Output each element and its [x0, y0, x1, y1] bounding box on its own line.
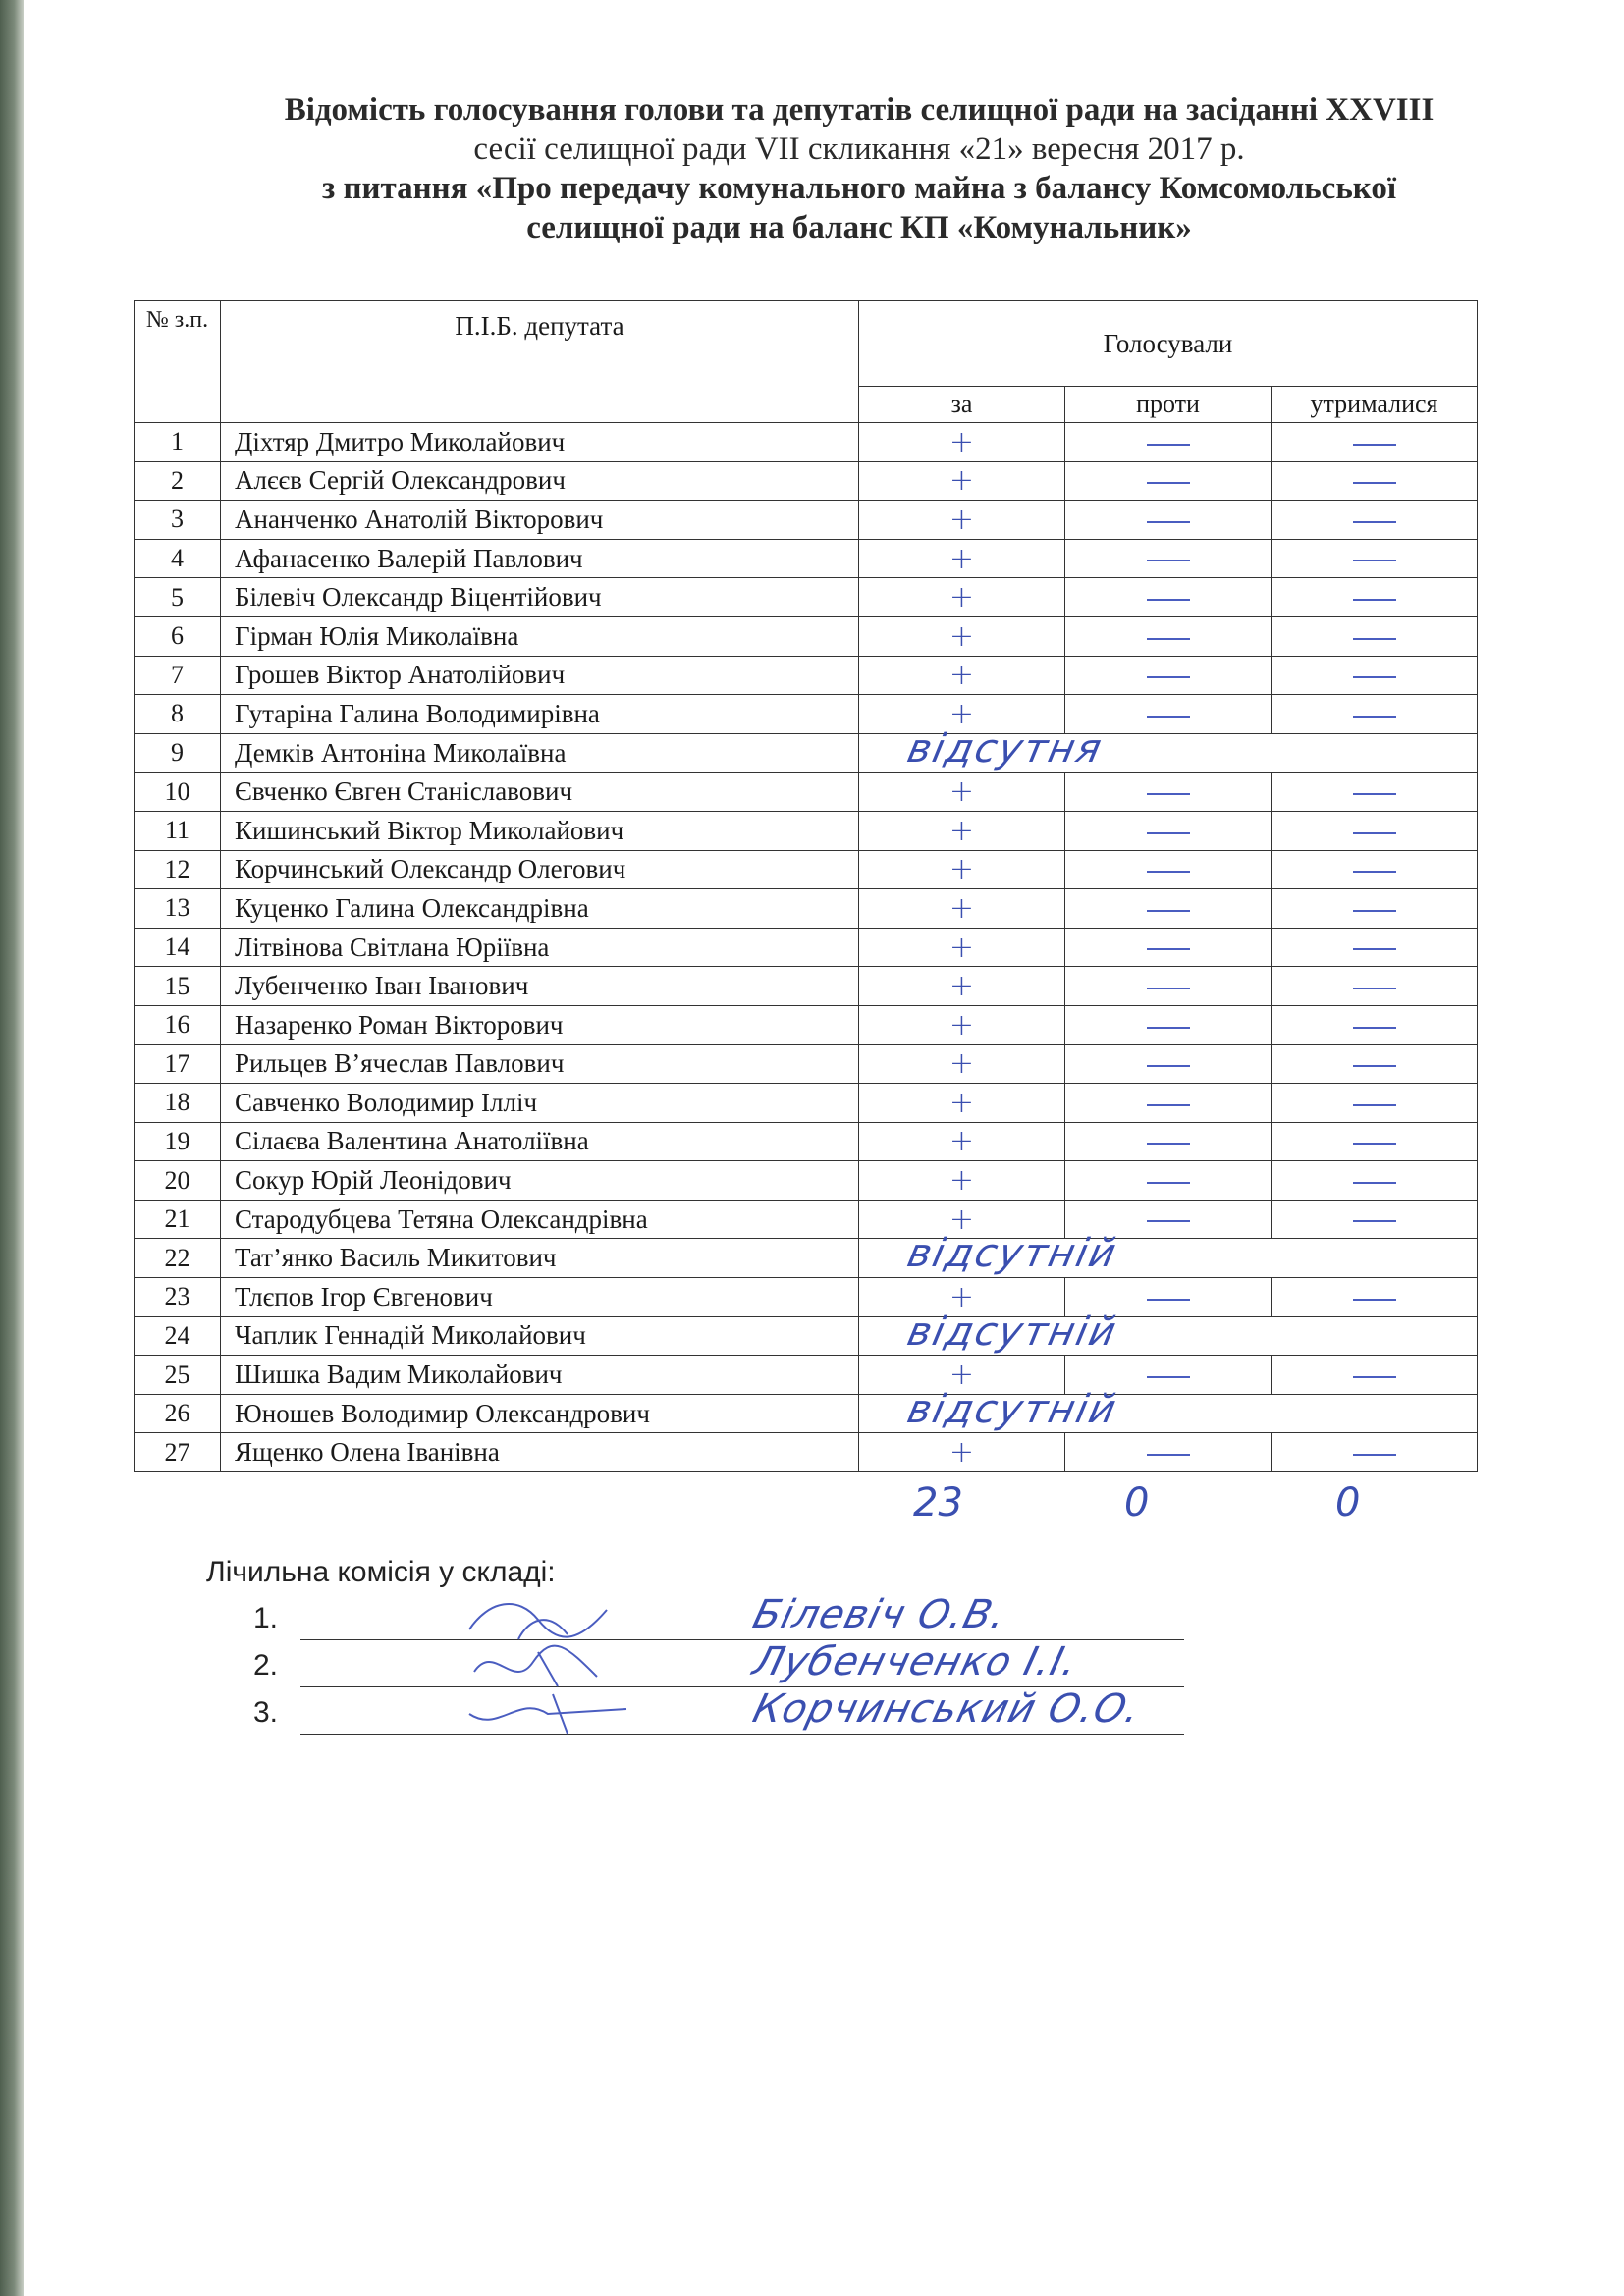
plus-mark: + [948, 1279, 975, 1314]
deputy-name: Грошев Віктор Анатолійович [221, 656, 859, 695]
row-number: 7 [135, 656, 221, 695]
vote-against [1065, 501, 1272, 540]
header-line-4: селищної ради на баланс КП «Комунальник» [526, 210, 1192, 245]
row-number: 23 [135, 1278, 221, 1317]
dash-mark [1353, 1454, 1396, 1456]
plus-mark: + [948, 1435, 975, 1470]
vote-for [859, 773, 1065, 812]
vote-for [859, 1044, 1065, 1084]
vote-abstained [1272, 695, 1478, 734]
table-row [135, 578, 1478, 617]
deputy-name: Гутаріна Галина Володимирівна [221, 695, 859, 734]
dash-mark [1147, 1104, 1190, 1106]
table-row [135, 1278, 1478, 1317]
row-number: 12 [135, 850, 221, 889]
vote-abstained [1272, 773, 1478, 812]
vote-abstained [1272, 578, 1478, 617]
row-number: 22 [135, 1239, 221, 1278]
vote-against [1065, 1122, 1272, 1161]
total-abstained: 0 [1335, 1480, 1361, 1525]
vote-for [859, 1161, 1065, 1201]
deputy-name: Алєєв Сергій Олександрович [221, 461, 859, 501]
vote-abstained [1272, 1278, 1478, 1317]
plus-mark: + [948, 1201, 975, 1237]
vote-abstained [1272, 423, 1478, 462]
deputy-name: Літвінова Світлана Юріївна [221, 928, 859, 967]
vote-against [1065, 539, 1272, 578]
dash-mark [1147, 910, 1190, 912]
table-row [135, 1433, 1478, 1472]
vote-against [1065, 656, 1272, 695]
deputy-name: Демків Антоніна Миколаївна [221, 733, 859, 773]
dash-mark [1353, 1182, 1396, 1184]
dash-mark [1353, 482, 1396, 484]
plus-mark: + [948, 774, 975, 810]
vote-against [1065, 1161, 1272, 1201]
vote-abstained [1272, 1161, 1478, 1201]
dash-mark [1147, 988, 1190, 989]
vote-against [1065, 889, 1272, 929]
dash-mark [1353, 444, 1396, 446]
deputy-name: Афанасенко Валерій Павлович [221, 539, 859, 578]
deputy-name: Гірман Юлія Миколаївна [221, 616, 859, 656]
header-abstained: утрималися [1272, 387, 1478, 423]
dash-mark [1147, 676, 1190, 678]
table-row [135, 850, 1478, 889]
plus-mark: + [948, 502, 975, 537]
row-number: 16 [135, 1005, 221, 1044]
vote-against [1065, 1005, 1272, 1044]
table-row [135, 501, 1478, 540]
member-number: 3. [253, 1696, 279, 1729]
plus-mark: + [948, 424, 975, 459]
vote-against [1065, 616, 1272, 656]
table-row [135, 1044, 1478, 1084]
vote-for [859, 850, 1065, 889]
dash-mark [1147, 716, 1190, 718]
row-number: 17 [135, 1044, 221, 1084]
member-name: Лубенченко І.І. [748, 1639, 1083, 1684]
vote-against [1065, 967, 1272, 1006]
plus-mark: + [948, 1358, 975, 1393]
vote-for [859, 967, 1065, 1006]
deputy-name: Сілаєва Валентина Анатоліївна [221, 1122, 859, 1161]
header-voted: Голосували [859, 301, 1478, 387]
dash-mark [1353, 910, 1396, 912]
dash-mark [1147, 1454, 1190, 1456]
row-number: 25 [135, 1356, 221, 1395]
row-number: 10 [135, 773, 221, 812]
member-number: 2. [253, 1649, 279, 1682]
row-number: 3 [135, 501, 221, 540]
dash-mark [1353, 560, 1396, 561]
row-number: 21 [135, 1200, 221, 1239]
dash-mark [1147, 871, 1190, 873]
vote-against [1065, 578, 1272, 617]
table-row [135, 1084, 1478, 1123]
plus-mark: + [948, 930, 975, 965]
table-row [135, 539, 1478, 578]
absent-mark: відсутній [903, 1231, 1122, 1277]
vote-against [1065, 811, 1272, 850]
table-row [135, 656, 1478, 695]
scan-edge [0, 0, 24, 2296]
table-row [135, 1122, 1478, 1161]
dash-mark [1353, 1376, 1396, 1378]
document-header [196, 90, 1522, 247]
row-number: 20 [135, 1161, 221, 1201]
plus-mark: + [948, 1163, 975, 1199]
vote-abstained [1272, 616, 1478, 656]
deputy-name: Назаренко Роман Вікторович [221, 1005, 859, 1044]
vote-abstained [1272, 1356, 1478, 1395]
signature-mark [460, 1684, 636, 1743]
dash-mark [1353, 793, 1396, 795]
vote-abstained [1272, 656, 1478, 695]
plus-mark: + [948, 1007, 975, 1042]
deputy-name: Тлєпов Ігор Євгенович [221, 1278, 859, 1317]
row-number: 1 [135, 423, 221, 462]
vote-abstained [1272, 889, 1478, 929]
vote-abstained [1272, 1200, 1478, 1239]
deputy-name: Лубенченко Іван Іванович [221, 967, 859, 1006]
vote-for [859, 811, 1065, 850]
vote-for [859, 928, 1065, 967]
header-line-2: сесії селищної ради VII скликання «21» вересня 2017 р. [473, 132, 1245, 167]
row-number: 13 [135, 889, 221, 929]
dash-mark [1353, 1065, 1396, 1067]
plus-mark: + [948, 618, 975, 654]
row-number: 11 [135, 811, 221, 850]
table-row [135, 1200, 1478, 1239]
table-row [135, 1316, 1478, 1356]
deputy-name: Чаплик Геннадій Миколайович [221, 1316, 859, 1356]
vote-abstained [1272, 967, 1478, 1006]
dash-mark [1353, 1027, 1396, 1029]
dash-mark [1147, 1182, 1190, 1184]
table-row [135, 1356, 1478, 1395]
vote-for [859, 1122, 1065, 1161]
absent-mark: відсутній [903, 1386, 1122, 1432]
row-number: 9 [135, 733, 221, 773]
vote-against [1065, 1433, 1272, 1472]
table-row [135, 1005, 1478, 1044]
row-number: 18 [135, 1084, 221, 1123]
row-number: 2 [135, 461, 221, 501]
vote-against [1065, 461, 1272, 501]
absent-cell [859, 1231, 1478, 1278]
vote-abstained [1272, 501, 1478, 540]
table-row [135, 967, 1478, 1006]
deputy-name: Стародубцева Тетяна Олександрівна [221, 1200, 859, 1239]
plus-mark: + [948, 658, 975, 693]
header-line-3: з питання «Про передачу комунального майна з балансу Комсомольської [321, 171, 1397, 206]
dash-mark [1147, 482, 1190, 484]
dash-mark [1353, 716, 1396, 718]
dash-mark [1353, 948, 1396, 950]
deputy-name: Ященко Олена Іванівна [221, 1433, 859, 1472]
deputy-name: Рильцев В’ячеслав Павлович [221, 1044, 859, 1084]
deputy-name: Діхтяр Дмитро Миколайович [221, 423, 859, 462]
dash-mark [1353, 599, 1396, 601]
vote-abstained [1272, 1122, 1478, 1161]
row-number: 24 [135, 1316, 221, 1356]
vote-against [1065, 1044, 1272, 1084]
plus-mark: + [948, 580, 975, 615]
total-against: 0 [1124, 1480, 1150, 1525]
dash-mark [1147, 793, 1190, 795]
vote-for [859, 656, 1065, 695]
table-row [135, 423, 1478, 462]
row-number: 4 [135, 539, 221, 578]
deputy-name: Тат’янко Василь Микитович [221, 1239, 859, 1278]
dash-mark [1147, 560, 1190, 561]
dash-mark [1353, 988, 1396, 989]
row-number: 14 [135, 928, 221, 967]
vote-abstained [1272, 1084, 1478, 1123]
table-row [135, 1394, 1478, 1433]
vote-abstained [1272, 1005, 1478, 1044]
vote-for [859, 539, 1065, 578]
header-number: № з.п. [135, 301, 221, 423]
header-name: П.І.Б. депутата [221, 301, 859, 423]
absent-mark: відсутня [903, 725, 1108, 772]
vote-abstained [1272, 1433, 1478, 1472]
row-number: 19 [135, 1122, 221, 1161]
plus-mark: + [948, 1124, 975, 1159]
dash-mark [1353, 1143, 1396, 1145]
row-number: 5 [135, 578, 221, 617]
dash-mark [1353, 676, 1396, 678]
dash-mark [1147, 1143, 1190, 1145]
plus-mark: + [948, 463, 975, 499]
table-row [135, 889, 1478, 929]
plus-mark: + [948, 852, 975, 887]
row-number: 6 [135, 616, 221, 656]
dash-mark [1147, 832, 1190, 834]
plus-mark: + [948, 696, 975, 731]
vote-for [859, 578, 1065, 617]
signature-line [300, 1734, 1184, 1735]
vote-against [1065, 773, 1272, 812]
plus-mark: + [948, 1085, 975, 1120]
deputy-name: Савченко Володимир Ілліч [221, 1084, 859, 1123]
vote-for [859, 889, 1065, 929]
table-row [135, 773, 1478, 812]
plus-mark: + [948, 813, 975, 848]
dash-mark [1147, 1299, 1190, 1301]
dash-mark [1147, 599, 1190, 601]
plus-mark: + [948, 1046, 975, 1082]
deputy-name: Кишинський Віктор Миколайович [221, 811, 859, 850]
vote-abstained [1272, 461, 1478, 501]
table-row [135, 928, 1478, 967]
absent-cell [859, 1308, 1478, 1356]
dash-mark [1353, 1299, 1396, 1301]
vote-for [859, 501, 1065, 540]
deputy-name: Юношев Володимир Олександрович [221, 1394, 859, 1433]
vote-abstained [1272, 928, 1478, 967]
vote-abstained [1272, 811, 1478, 850]
deputy-name: Шишка Вадим Миколайович [221, 1356, 859, 1395]
dash-mark [1147, 1220, 1190, 1222]
vote-abstained [1272, 539, 1478, 578]
vote-abstained [1272, 1044, 1478, 1084]
deputy-name: Білевіч Олександр Віцентійович [221, 578, 859, 617]
dash-mark [1147, 1065, 1190, 1067]
dash-mark [1353, 521, 1396, 523]
deputy-name: Корчинський Олександр Олегович [221, 850, 859, 889]
member-number: 1. [253, 1602, 279, 1634]
row-number: 15 [135, 967, 221, 1006]
dash-mark [1353, 832, 1396, 834]
table-row [135, 616, 1478, 656]
table-row [135, 733, 1478, 773]
header-line-1: Відомість голосування голови та депутатів селищної ради на засіданні XXVIII [284, 92, 1435, 128]
commission-member-3 [253, 1686, 1186, 1739]
dash-mark [1353, 1220, 1396, 1222]
deputy-name: Ананченко Анатолій Вікторович [221, 501, 859, 540]
deputy-name: Євченко Євген Станіславович [221, 773, 859, 812]
table-row [135, 695, 1478, 734]
table-row [135, 461, 1478, 501]
dash-mark [1147, 948, 1190, 950]
voting-table-body [135, 423, 1478, 1472]
vote-for [859, 1084, 1065, 1123]
member-name: Корчинський О.О. [748, 1686, 1146, 1732]
table-row [135, 1161, 1478, 1201]
table-row [135, 1239, 1478, 1278]
vote-for [859, 423, 1065, 462]
dash-mark [1147, 444, 1190, 446]
vote-for [859, 1005, 1065, 1044]
header-against: проти [1065, 387, 1272, 423]
absent-cell [859, 1386, 1478, 1433]
vote-against [1065, 850, 1272, 889]
dash-mark [1147, 638, 1190, 640]
dash-mark [1353, 871, 1396, 873]
vote-abstained [1272, 850, 1478, 889]
vote-against [1065, 423, 1272, 462]
row-number: 8 [135, 695, 221, 734]
plus-mark: + [948, 969, 975, 1004]
member-name: Білевіч О.В. [748, 1592, 1011, 1637]
vote-against [1065, 928, 1272, 967]
dash-mark [1147, 1376, 1190, 1378]
vote-against [1065, 1084, 1272, 1123]
row-number: 27 [135, 1433, 221, 1472]
vote-for [859, 1433, 1065, 1472]
dash-mark [1147, 521, 1190, 523]
commission-title: Лічильна комісія у складі: [206, 1556, 556, 1588]
voting-table [134, 300, 1478, 1472]
dash-mark [1353, 638, 1396, 640]
header-for: за [859, 387, 1065, 423]
deputy-name: Сокур Юрій Леонідович [221, 1161, 859, 1201]
plus-mark: + [948, 890, 975, 926]
dash-mark [1353, 1104, 1396, 1106]
row-number: 26 [135, 1394, 221, 1433]
plus-mark: + [948, 541, 975, 576]
dash-mark [1147, 1027, 1190, 1029]
vote-for [859, 461, 1065, 501]
table-row [135, 811, 1478, 850]
absent-mark: відсутній [903, 1308, 1122, 1355]
absent-cell [859, 725, 1478, 773]
vote-for [859, 616, 1065, 656]
total-for: 23 [913, 1480, 963, 1525]
deputy-name: Куценко Галина Олександрівна [221, 889, 859, 929]
